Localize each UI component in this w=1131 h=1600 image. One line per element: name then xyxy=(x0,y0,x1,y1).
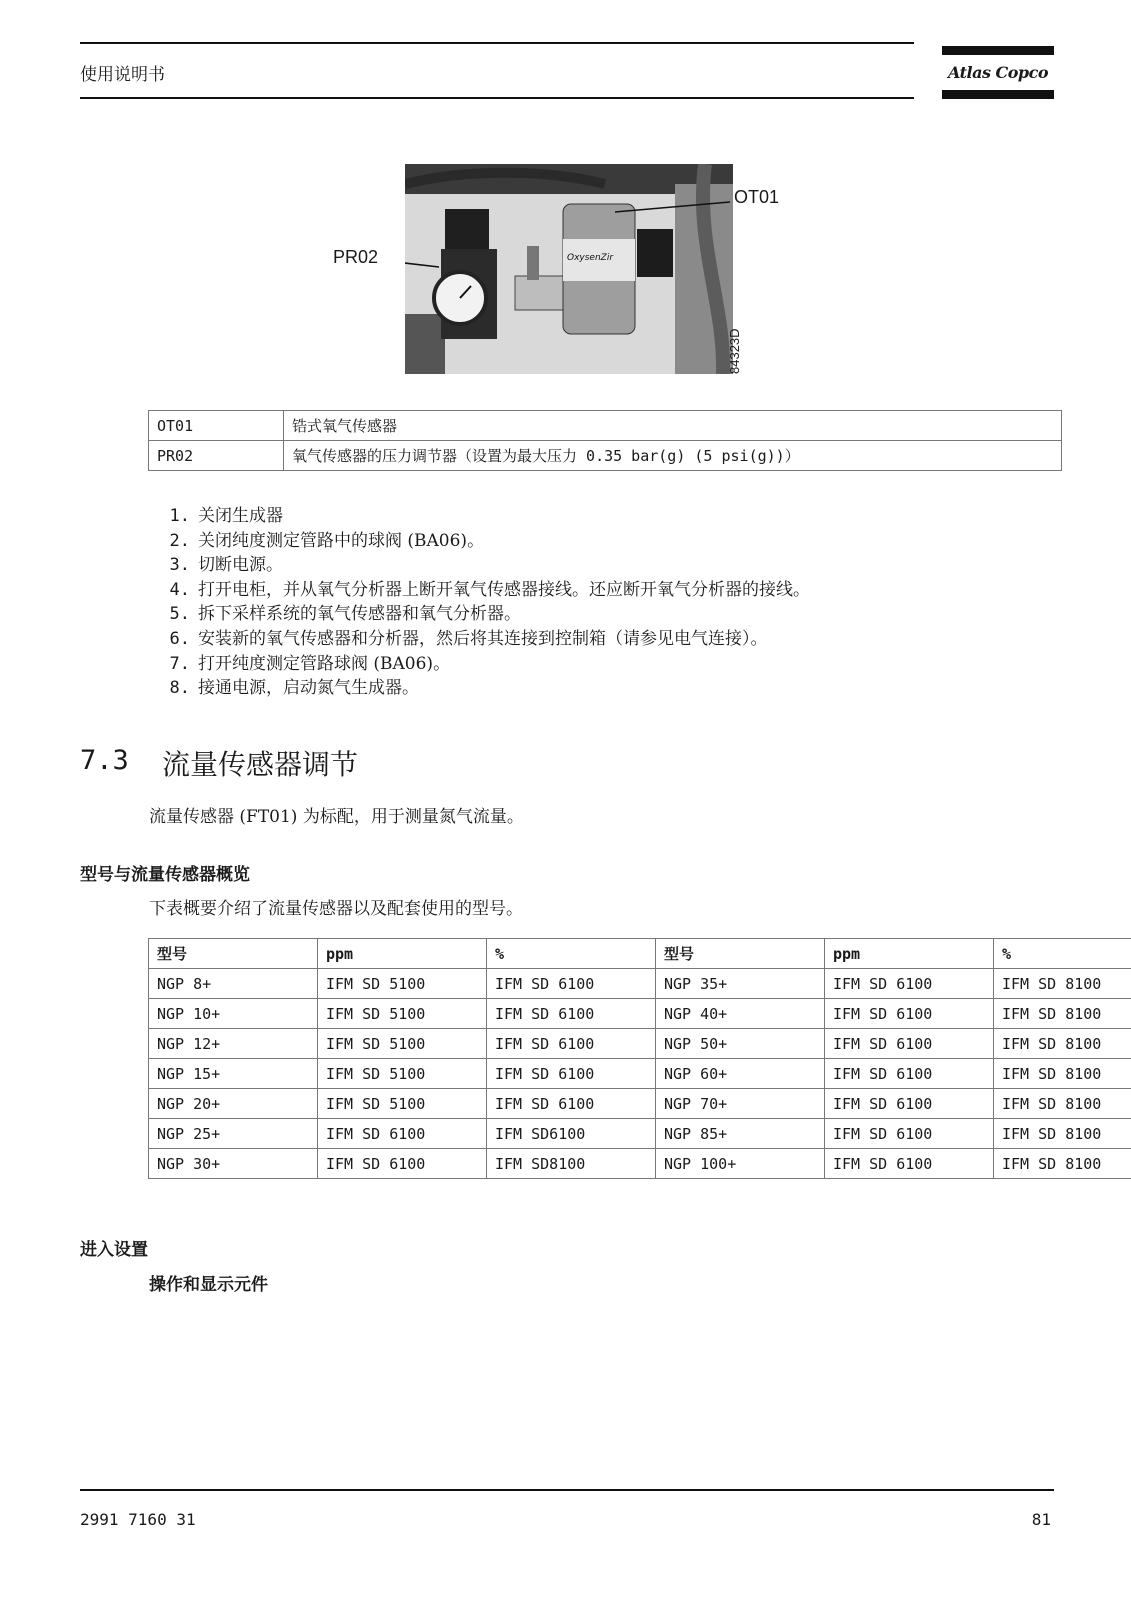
table-cell: NGP 15+ xyxy=(149,1059,318,1089)
sensor-photo xyxy=(405,164,733,374)
step-number: 7. xyxy=(169,653,190,674)
step-text: 打开纯度测定管路球阀 (BA06)。 xyxy=(198,653,451,674)
table-row xyxy=(149,969,1131,999)
table-cell: IFM SD 6100 xyxy=(487,1029,656,1059)
section-title: 流量传感器调节 xyxy=(162,748,359,781)
table-cell: NGP 10+ xyxy=(149,999,318,1029)
overview-heading: 型号与流量传感器概览 xyxy=(80,865,250,885)
table-row xyxy=(149,1059,1131,1089)
callout-pr02: PR02 xyxy=(333,247,379,267)
models-table xyxy=(148,938,1131,1179)
list-item xyxy=(160,578,810,603)
table-cell: IFM SD8100 xyxy=(487,1149,656,1179)
document-number: 2991 7160 31 xyxy=(80,1510,196,1529)
step-text: 切断电源。 xyxy=(198,555,283,576)
table-row xyxy=(149,1089,1131,1119)
table-cell: IFM SD 6100 xyxy=(318,1149,487,1179)
column-header: ppm xyxy=(318,939,487,969)
table-cell: NGP 12+ xyxy=(149,1029,318,1059)
logo-text: Atlas Copco xyxy=(947,63,1049,82)
table-row xyxy=(149,411,1062,441)
legend-code: OT01 xyxy=(149,411,284,441)
column-header: ppm xyxy=(825,939,994,969)
step-number: 3. xyxy=(169,555,190,576)
table-cell: IFM SD 5100 xyxy=(318,999,487,1029)
step-number: 5. xyxy=(169,604,190,625)
figure-id-wrapper xyxy=(727,326,741,374)
list-item xyxy=(160,553,810,578)
step-text: 安装新的氧气传感器和分析器，然后将其连接到控制箱（请参见电气连接）。 xyxy=(198,628,768,649)
table-cell: IFM SD 6100 xyxy=(825,1029,994,1059)
logo-bar-bottom xyxy=(942,90,1054,99)
list-item xyxy=(160,529,810,554)
step-text: 拆下采样系统的氧气传感器和氧气分析器。 xyxy=(198,604,521,625)
column-header: % xyxy=(487,939,656,969)
header-title: 使用说明书 xyxy=(80,65,165,85)
column-header: 型号 xyxy=(149,939,318,969)
table-cell: IFM SD 6100 xyxy=(825,1119,994,1149)
header-rule-bottom xyxy=(80,97,914,99)
table-cell: IFM SD 6100 xyxy=(825,969,994,999)
table-cell: IFM SD 8100 xyxy=(994,1119,1131,1149)
table-row xyxy=(149,1149,1131,1179)
table-cell: IFM SD 5100 xyxy=(318,1059,487,1089)
table-cell: IFM SD 6100 xyxy=(825,1089,994,1119)
table-row xyxy=(149,1029,1131,1059)
table-cell: NGP 30+ xyxy=(149,1149,318,1179)
table-cell: IFM SD 8100 xyxy=(994,1149,1131,1179)
settings-heading: 进入设置 xyxy=(80,1240,148,1260)
table-cell: NGP 25+ xyxy=(149,1119,318,1149)
legend-table xyxy=(148,410,1062,471)
table-cell: IFM SD 6100 xyxy=(825,999,994,1029)
table-cell: NGP 35+ xyxy=(656,969,825,999)
overview-description: 下表概要介绍了流量传感器以及配套使用的型号。 xyxy=(149,899,523,919)
table-cell: IFM SD 8100 xyxy=(994,999,1131,1029)
table-cell: NGP 50+ xyxy=(656,1029,825,1059)
header-rule-top xyxy=(80,42,914,44)
step-text: 关闭生成器 xyxy=(198,506,283,526)
footer-rule xyxy=(80,1489,1054,1491)
table-cell: IFM SD 8100 xyxy=(994,1089,1131,1119)
procedure-steps xyxy=(160,504,810,701)
table-cell: IFM SD 6100 xyxy=(825,1149,994,1179)
atlas-copco-logo xyxy=(942,46,1054,100)
table-header-row xyxy=(149,939,1131,969)
table-cell: NGP 70+ xyxy=(656,1089,825,1119)
step-number: 2. xyxy=(169,530,190,551)
table-cell: NGP 60+ xyxy=(656,1059,825,1089)
figure-id: 84323D xyxy=(727,328,742,374)
table-cell: IFM SD6100 xyxy=(487,1119,656,1149)
table-cell: NGP 40+ xyxy=(656,999,825,1029)
table-cell: IFM SD 8100 xyxy=(994,969,1131,999)
table-row xyxy=(149,441,1062,471)
table-cell: IFM SD 6100 xyxy=(487,1089,656,1119)
table-cell: NGP 20+ xyxy=(149,1089,318,1119)
table-cell: IFM SD 6100 xyxy=(318,1119,487,1149)
column-header: % xyxy=(994,939,1131,969)
list-item xyxy=(160,627,810,652)
step-number: 1. xyxy=(169,506,190,526)
list-item xyxy=(160,652,810,677)
step-text: 打开电柜，并从氧气分析器上断开氧气传感器接线。还应断开氧气分析器的接线。 xyxy=(198,579,810,600)
table-cell: IFM SD 6100 xyxy=(487,1059,656,1089)
step-number: 8. xyxy=(169,678,190,699)
page-number: 81 xyxy=(1031,1510,1051,1529)
list-item xyxy=(160,602,810,627)
step-number: 6. xyxy=(169,628,190,649)
list-item xyxy=(160,676,810,701)
legend-desc: 氧气传感器的压力调节器（设置为最大压力 0.35 bar(g) (5 psi(g))） xyxy=(284,441,1062,471)
table-cell: IFM SD 6100 xyxy=(487,999,656,1029)
column-header: 型号 xyxy=(656,939,825,969)
list-item xyxy=(160,504,810,529)
legend-code: PR02 xyxy=(149,441,284,471)
table-cell: IFM SD 6100 xyxy=(825,1059,994,1089)
section-description: 流量传感器 (FT01) 为标配，用于测量氮气流量。 xyxy=(149,807,524,827)
table-cell: IFM SD 5100 xyxy=(318,969,487,999)
table-cell: IFM SD 5100 xyxy=(318,1089,487,1119)
table-cell: IFM SD 5100 xyxy=(318,1029,487,1059)
table-cell: IFM SD 8100 xyxy=(994,1059,1131,1089)
legend-desc: 锆式氧气传感器 xyxy=(284,411,1062,441)
table-cell: IFM SD 6100 xyxy=(487,969,656,999)
logo-bar-top xyxy=(942,46,1054,55)
callout-ot01: OT01 xyxy=(734,187,780,207)
table-cell: NGP 8+ xyxy=(149,969,318,999)
table-row xyxy=(149,1119,1131,1149)
table-cell: NGP 85+ xyxy=(656,1119,825,1149)
table-row xyxy=(149,999,1131,1029)
step-text: 接通电源，启动氮气生成器。 xyxy=(198,678,419,699)
settings-subheading: 操作和显示元件 xyxy=(149,1275,268,1295)
step-number: 4. xyxy=(169,579,190,600)
step-text: 关闭纯度测定管路中的球阀 (BA06)。 xyxy=(198,530,485,551)
section-number: 7.3 xyxy=(80,745,129,776)
table-cell: NGP 100+ xyxy=(656,1149,825,1179)
table-cell: IFM SD 8100 xyxy=(994,1029,1131,1059)
svg-text:OxysenZir: OxysenZir xyxy=(567,253,614,263)
